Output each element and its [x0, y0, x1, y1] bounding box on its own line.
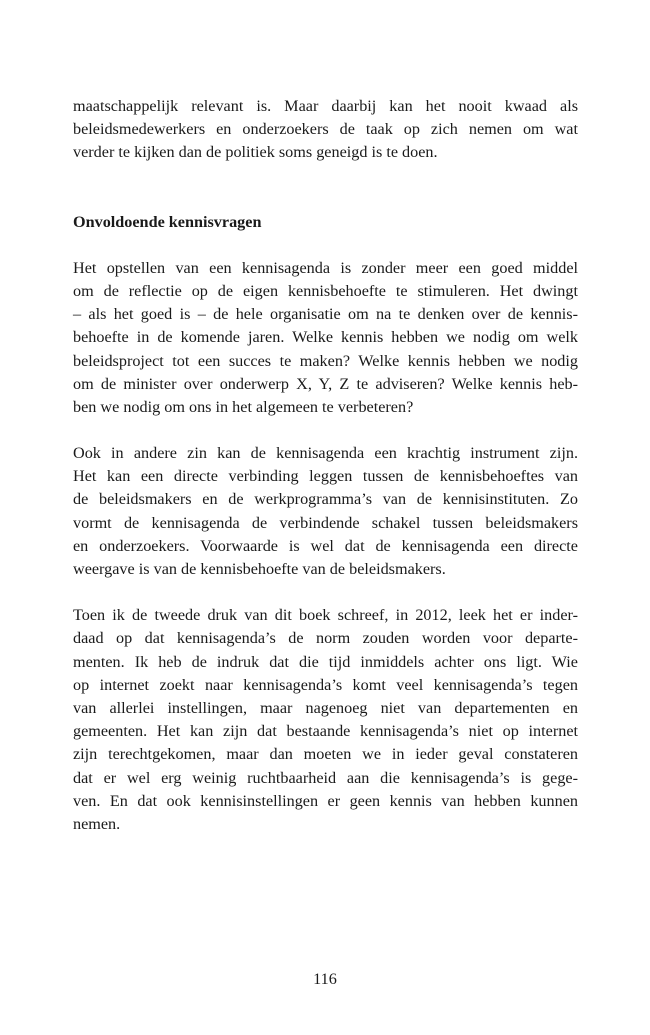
text-line: Toen ik de tweede druk van dit boek schreef, in 2012, leek het er inder- — [73, 606, 578, 625]
text-line: Ook in andere zin kan de kennisagenda een krachtig instrument zijn. — [73, 444, 578, 463]
section-heading: Onvoldoende kennisvragen — [73, 212, 262, 231]
text-line: om de reflectie op de eigen kennisbehoefte te stimuleren. Het dwingt — [73, 281, 578, 300]
spacer — [73, 419, 578, 442]
text-line: daad op dat kennisagenda’s de norm zouden worden voor departe- — [73, 629, 578, 648]
text-line: om de minister over onderwerp X, Y, Z te adviseren? Welke kennis heb- — [73, 374, 578, 393]
text-line: beleidsmedewerkers en onderzoekers de taak op zich nemen om wat — [73, 120, 578, 139]
text-line: de beleidsmakers en de werkprogramma’s van de kennisinstituten. Zo — [73, 490, 578, 509]
text-line: dat er wel erg weinig ruchtbaarheid aan die kennisagenda’s is gege- — [73, 768, 578, 787]
text-line: menten. Ik heb de indruk dat die tijd inmiddels achter ons ligt. Wie — [73, 652, 578, 671]
text-line: behoefte in de komende jaren. Welke kennis hebben we nodig om welk — [73, 328, 578, 347]
text-line: beleidsproject tot een succes te maken? Welke kennis hebben we nodig — [73, 351, 578, 370]
text-line: op internet zoekt naar kennisagenda’s komt veel kennisagenda’s tegen — [73, 675, 578, 694]
text-line: van allerlei instellingen, maar nagenoeg niet van departementen en — [73, 698, 578, 717]
text-line: verder te kijken dan de politiek soms geneigd is te doen. — [73, 143, 438, 162]
spacer — [73, 165, 578, 211]
text-line: zijn terechtgekomen, maar dan moeten we in ieder geval constateren — [73, 745, 578, 764]
text-line: – als het goed is – de hele organisatie om na te denken over de kennis- — [73, 305, 578, 324]
page-body — [73, 95, 578, 836]
text-line: Het kan een directe verbinding leggen tussen de kennisbehoeftes van — [73, 467, 578, 486]
text-line: maatschappelijk relevant is. Maar daarbij kan het nooit kwaad als — [73, 97, 578, 115]
text-line: Het opstellen van een kennisagenda is zonder meer een goed middel — [73, 258, 578, 277]
paragraph-intro — [73, 95, 578, 165]
paragraph — [73, 442, 578, 581]
text-line: ven. En dat ook kennisinstellingen er geen kennis van hebben kunnen — [73, 791, 578, 810]
paragraph — [73, 257, 578, 419]
text-line: nemen. — [73, 814, 121, 833]
text-line: ben we nodig om ons in het algemeen te verbeteren? — [73, 397, 414, 416]
spacer — [73, 581, 578, 604]
text-line: vormt de kennisagenda de verbindende schakel tussen beleidsmakers — [73, 513, 578, 532]
text-line: weergave is van de kennisbehoefte van de beleidsmakers. — [73, 560, 446, 578]
paragraph — [73, 604, 578, 836]
spacer — [73, 234, 578, 257]
text-line: en onderzoekers. Voorwaarde is wel dat de kennisagenda een directe — [73, 536, 578, 555]
text-line: gemeenten. Het kan zijn dat bestaande kennisagenda’s niet op internet — [73, 722, 578, 741]
page-number: 116 — [313, 970, 337, 988]
